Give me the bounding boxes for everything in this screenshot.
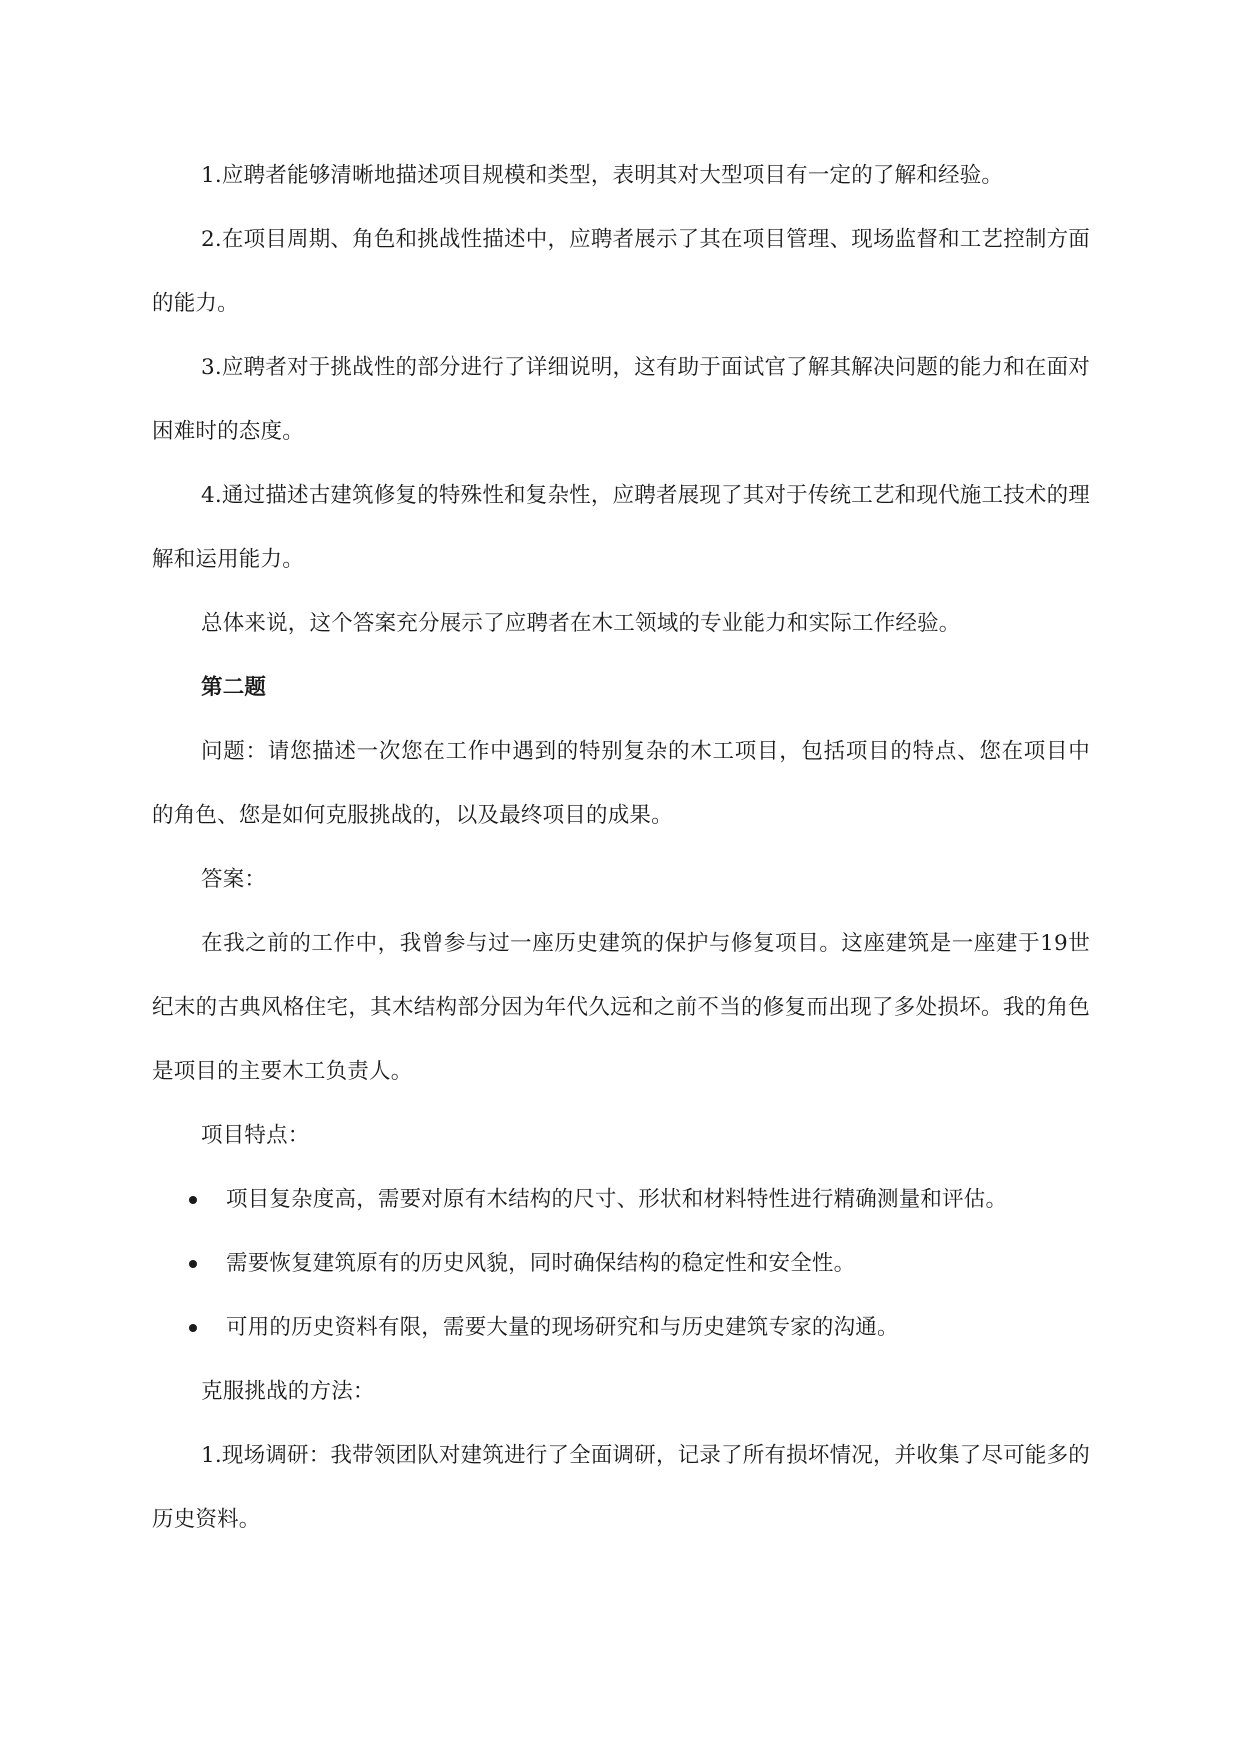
feature-text: 项目复杂度高，需要对原有木结构的尺寸、形状和材料特性进行精确测量和评估。	[226, 1187, 1008, 1212]
answer-label: 答案：	[201, 867, 267, 892]
evaluation-point-2: 2.在项目周期、角色和挑战性描述中，应聘者展示了其在项目管理、现场监督和工艺控制方面的能力。	[152, 227, 1090, 316]
evaluation-summary: 总体来说，这个答案充分展示了应聘者在木工领域的专业能力和实际工作经验。	[201, 611, 961, 636]
evaluation-point-3: 3.应聘者对于挑战性的部分进行了详细说明，这有助于面试官了解其解决问题的能力和在面对困难时的态度。	[152, 355, 1090, 444]
evaluation-point-4: 4.通过描述古建筑修复的特殊性和复杂性，应聘者展现了其对于传统工艺和现代施工技术的理解和运用能力。	[152, 483, 1090, 572]
question-text: 问题：请您描述一次您在工作中遇到的特别复杂的木工项目，包括项目的特点、您在项目中的角色、您是如何克服挑战的，以及最终项目的成果。	[152, 739, 1090, 828]
features-list	[152, 1168, 1090, 1360]
features-label: 项目特点：	[201, 1123, 310, 1148]
document-body	[152, 144, 1090, 1552]
evaluation-point-1: 1.应聘者能够清晰地描述项目规模和类型，表明其对大型项目有一定的了解和经验。	[201, 163, 1004, 188]
feature-text: 可用的历史资料有限，需要大量的现场研究和与历史建筑专家的沟通。	[226, 1315, 899, 1340]
bullet-icon	[189, 1260, 197, 1268]
bullet-icon	[189, 1324, 197, 1332]
list-item	[152, 1168, 1090, 1232]
answer-intro: 在我之前的工作中，我曾参与过一座历史建筑的保护与修复项目。这座建筑是一座建于19世纪末的古典风格住宅，其木结构部分因为年代久远和之前不当的修复而出现了多处损坏。我的角色是项目的主要木工负责人。	[152, 931, 1090, 1084]
methods-label: 克服挑战的方法：	[201, 1379, 375, 1404]
method-1: 1.现场调研：我带领团队对建筑进行了全面调研，记录了所有损坏情况，并收集了尽可能多的历史资料。	[152, 1443, 1090, 1532]
bullet-icon	[189, 1196, 197, 1204]
list-item	[152, 1232, 1090, 1296]
list-item	[152, 1296, 1090, 1360]
feature-text: 需要恢复建筑原有的历史风貌，同时确保结构的稳定性和安全性。	[226, 1251, 856, 1276]
section-heading: 第二题	[201, 675, 267, 700]
